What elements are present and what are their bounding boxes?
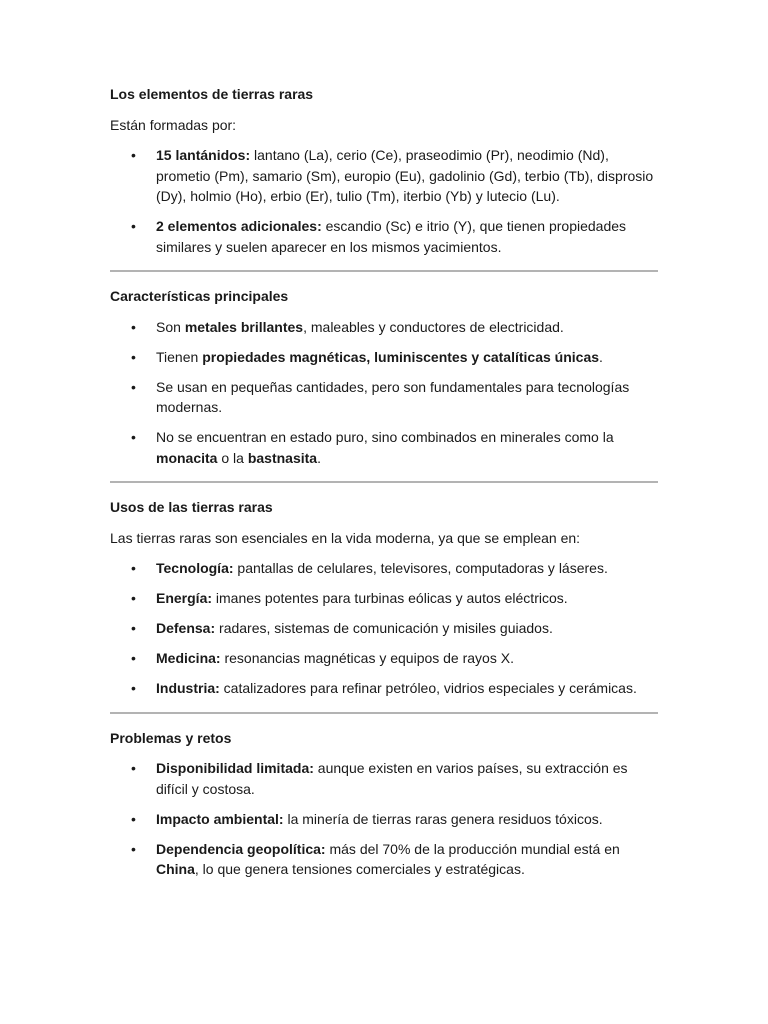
item-emphasis: monacita	[156, 449, 218, 466]
list-item	[110, 618, 658, 639]
bullet-list	[110, 758, 658, 880]
item-emphasis: metales brillantes	[184, 318, 304, 335]
section-title: Características principales	[110, 288, 289, 304]
list-item	[110, 216, 658, 257]
section-title: Usos de las tierras raras	[110, 499, 273, 515]
section-uses	[110, 497, 658, 699]
item-text: resonancias magnéticas y equipos de rayos X.	[220, 650, 514, 666]
item-label: Industria:	[156, 680, 220, 696]
item-text: catalizadores para refinar petróleo, vidrios especiales y cerámicas.	[219, 680, 637, 696]
bullet-icon: •	[131, 560, 136, 576]
list-item	[110, 758, 658, 799]
item-emphasis: propiedades magnéticas, luminiscentes y catalíticas únicas	[202, 348, 600, 365]
bullet-icon: •	[131, 429, 136, 445]
section-divider	[110, 712, 658, 714]
bullet-icon: •	[131, 378, 136, 395]
bullet-icon: •	[131, 680, 136, 696]
section-characteristics	[110, 286, 658, 468]
section-title: Problemas y retos	[110, 729, 232, 746]
document-content	[110, 84, 658, 889]
section-problems	[110, 728, 658, 880]
list-item	[110, 558, 658, 579]
item-label: Defensa:	[156, 620, 216, 636]
item-text: imanes potentes para turbinas eólicas y autos eléctricos.	[212, 590, 568, 606]
bullet-list	[110, 145, 658, 257]
bullet-icon: •	[131, 620, 136, 636]
section-intro: Están formadas por:	[110, 116, 237, 133]
bullet-icon: •	[131, 218, 136, 234]
section-divider	[110, 481, 658, 483]
list-item	[110, 317, 658, 338]
list-item	[110, 648, 658, 669]
bullet-list	[110, 317, 658, 469]
item-text: No se encuentran en estado puro, sino combinados en minerales como la	[156, 429, 614, 445]
item-text: .	[599, 348, 603, 365]
list-item	[110, 809, 658, 830]
item-emphasis: bastnasita	[247, 449, 318, 466]
list-item	[110, 347, 658, 368]
item-text: escandio (Sc) e itrio (Y), que tienen propiedades similares y suelen aparecer en los mismos yacimientos.	[156, 218, 627, 255]
bullet-icon: •	[131, 318, 136, 335]
item-text: , maleables y conductores de electricidad.	[303, 318, 564, 335]
item-emphasis: China	[156, 861, 195, 877]
list-item	[110, 145, 658, 207]
item-text: Son	[156, 318, 185, 335]
bullet-icon: •	[131, 760, 136, 776]
item-label: Tecnología:	[156, 560, 234, 576]
item-label: Impacto ambiental:	[156, 810, 284, 827]
item-text: lantano (La), cerio (Ce), praseodimio (Pr), neodimio (Nd), prometio (Pm), samario (Sm), europio (Eu), gadolinio (Gd), terbio (Tb), disprosio (Dy), holmio (Ho), erbio (Er), tulio (Tm), iterbio (Yb) y lutecio (Lu).	[156, 147, 654, 204]
item-label: 2 elementos adicionales:	[156, 218, 322, 234]
item-text: Se usan en pequeñas cantidades, pero son fundamentales para tecnologías modernas.	[156, 378, 630, 415]
list-item	[110, 678, 658, 699]
bullet-icon: •	[131, 810, 136, 827]
bullet-list	[110, 558, 658, 699]
list-item	[110, 377, 658, 418]
list-item	[110, 588, 658, 609]
item-label: Disponibilidad limitada:	[156, 760, 314, 776]
bullet-icon: •	[131, 650, 136, 666]
item-text: aunque existen en varios países, su extracción es difícil y costosa.	[156, 760, 628, 797]
bullet-icon: •	[131, 840, 136, 857]
section-title: Los elementos de tierras raras	[110, 86, 314, 102]
item-text: o la	[217, 449, 248, 466]
bullet-icon: •	[131, 348, 136, 365]
bullet-icon: •	[131, 590, 136, 606]
section-elements	[110, 84, 658, 257]
list-item	[110, 839, 658, 880]
section-divider	[110, 270, 658, 272]
item-text: , lo que genera tensiones comerciales y estratégicas.	[194, 861, 525, 877]
item-text: la minería de tierras raras genera residuos tóxicos.	[283, 810, 603, 827]
item-label: Medicina:	[156, 650, 221, 666]
item-text: pantallas de celulares, televisores, computadoras y láseres.	[233, 560, 608, 576]
item-label: 15 lantánidos:	[156, 147, 251, 163]
item-text: radares, sistemas de comunicación y misiles guiados.	[215, 620, 553, 636]
item-text: .	[317, 449, 321, 466]
list-item	[110, 427, 658, 468]
item-text: más del 70% de la producción mundial está en	[325, 840, 620, 857]
item-text: Tienen	[156, 348, 203, 365]
bullet-icon: •	[131, 147, 136, 163]
section-intro: Las tierras raras son esenciales en la vida moderna, ya que se emplean en:	[110, 529, 581, 546]
item-label: Dependencia geopolítica:	[156, 840, 326, 857]
item-label: Energía:	[156, 590, 213, 606]
